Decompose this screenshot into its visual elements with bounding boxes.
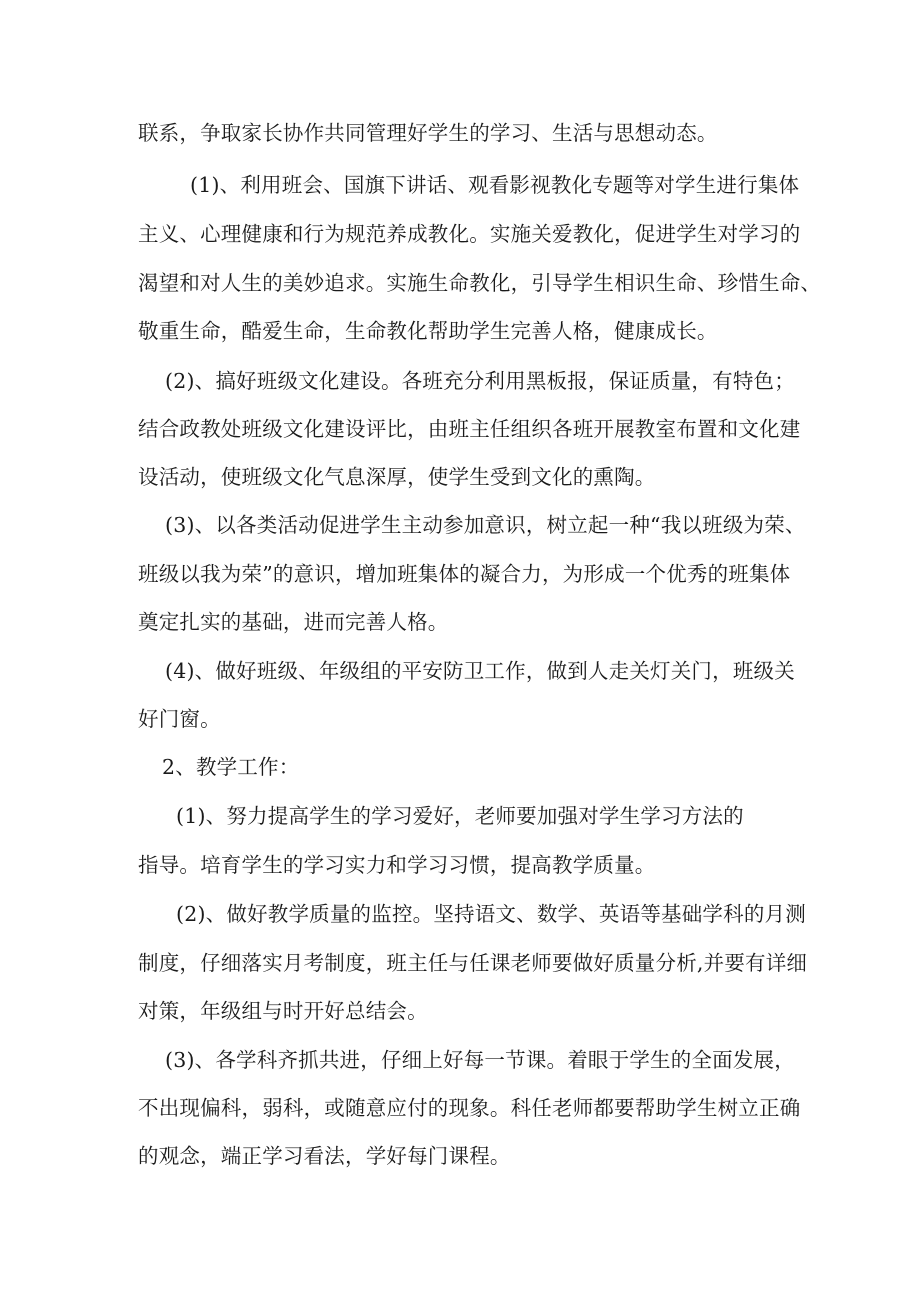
paragraph-1-line: (1)、利用班会、国旗下讲话、观看影视教化专题等对学生进行集体	[190, 173, 800, 197]
paragraph-2-line: (2)、搞好班级文化建设。各班充分利用黑板报，保证质量，有特色；	[165, 369, 795, 393]
paragraph-5-line: (1)、努力提高学生的学习爱好，老师要加强对学生学习方法的	[176, 804, 744, 828]
paragraph-3-line: (3)、以各类活动促进学生主动参加意识，树立起一种“我以班级为荣、	[165, 513, 806, 537]
text-line: 结合政教处班级文化建设评比，由班主任组织各班开展教室布置和文化建	[138, 417, 801, 441]
text-line: 对策，年级组与时开好总结会。	[138, 999, 428, 1023]
text-line: 指导。培育学生的学习实力和学习习惯，提高教学质量。	[138, 853, 656, 877]
text-line: 班级以我为荣”的意识，增加班集体的凝合力，为形成一个优秀的班集体	[138, 562, 791, 586]
text-line: 奠定扎实的基础，进而完善人格。	[138, 610, 449, 634]
paragraph-6-line: (2)、做好教学质量的监控。坚持语文、数学、英语等基础学科的月测	[176, 902, 806, 926]
text-line: 敬重生命，酷爱生命，生命教化帮助学生完善人格，健康成长。	[138, 319, 718, 343]
text-line: 主义、心理健康和行为规范养成教化。实施关爱教化，促进学生对学习的	[138, 222, 801, 246]
text-line: 好门窗。	[138, 707, 221, 731]
paragraph-4-line: (4)、做好班级、年级组的平安防卫工作，做到人走关灯关门，班级关	[165, 659, 795, 683]
text-line: 不出现偏科，弱科，或随意应付的现象。科任老师都要帮助学生树立正确	[138, 1096, 801, 1120]
paragraph-7-line: (3)、各学科齐抓共进，仔细上好每一节课。着眼于学生的全面发展，	[165, 1048, 795, 1072]
text-line: 制度，仔细落实月考制度，班主任与任课老师要做好质量分析,并要有详细	[138, 951, 808, 975]
text-line: 设活动，使班级文化气息深厚，使学生受到文化的熏陶。	[138, 465, 656, 489]
section-heading: 2、教学工作：	[162, 755, 300, 779]
text-line: 联系，争取家长协作共同管理好学生的学习、生活与思想动态。	[138, 121, 718, 145]
text-line: 的观念，端正学习看法，学好每门课程。	[138, 1144, 511, 1168]
text-line: 渴望和对人生的美妙追求。实施生命教化，引导学生相识生命、珍惜生命、	[138, 271, 822, 295]
